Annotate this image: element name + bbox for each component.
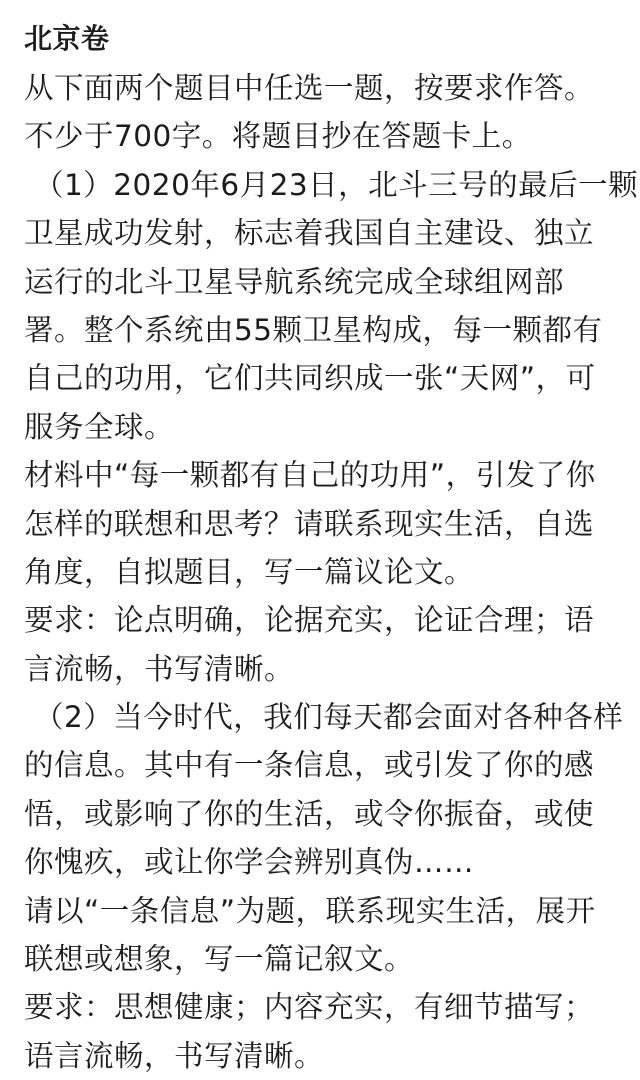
question-2-line: 悟，或影响了你的生活，或令你振奋，或使	[24, 796, 595, 831]
question-1-line: 服务全球。	[24, 409, 175, 444]
question-1-line: （1）2020年6月23日，北斗三号的最后一颗	[34, 167, 639, 202]
question-1-requirement-line: 要求：论点明确，论据充实，论证合理；语	[24, 603, 595, 638]
document-title: 北京卷	[24, 22, 110, 55]
question-1-prompt-line: 角度，自拟题目，写一篇议论文。	[24, 554, 475, 589]
question-2-prompt-line: 联想或想象，写一篇记叙文。	[24, 942, 415, 977]
question-2-line: 的信息。其中有一条信息，或引发了你的感	[24, 748, 595, 783]
question-2-requirement-line: 语言流畅，书写清晰。	[24, 1038, 325, 1073]
question-2-line: （2）当今时代，我们每天都会面对各种各样	[34, 700, 624, 735]
question-1-prompt-line: 怎样的联想和思考？请联系现实生活，自选	[24, 506, 595, 541]
question-1-prompt-line: 材料中“每一颗都有自己的功用”，引发了你	[24, 458, 596, 493]
exam-question-document	[0, 14, 640, 1080]
question-1-line: 自己的功用，它们共同织成一张“天网”，可	[24, 361, 596, 396]
question-2-requirement-line: 要求：思想健康；内容充实，有细节描写；	[24, 990, 595, 1025]
question-1-line: 卫星成功发射，标志着我国自主建设、独立	[24, 216, 595, 251]
instruction-line: 不少于700字。将题目抄在答题卡上。	[24, 119, 532, 154]
question-1-line: 运行的北斗卫星导航系统完成全球组网部	[24, 264, 565, 299]
question-1-requirement-line: 言流畅，书写清晰。	[24, 651, 295, 686]
question-2-line: 你愧疚，或让你学会辨别真伪……	[24, 845, 475, 880]
instruction-line: 从下面两个题目中任选一题，按要求作答。	[24, 71, 595, 105]
question-1-line: 署。整个系统由55颗卫星构成，每一颗都有	[24, 312, 603, 347]
question-2-prompt-line: 请以“一条信息”为题，联系现实生活，展开	[24, 893, 596, 928]
